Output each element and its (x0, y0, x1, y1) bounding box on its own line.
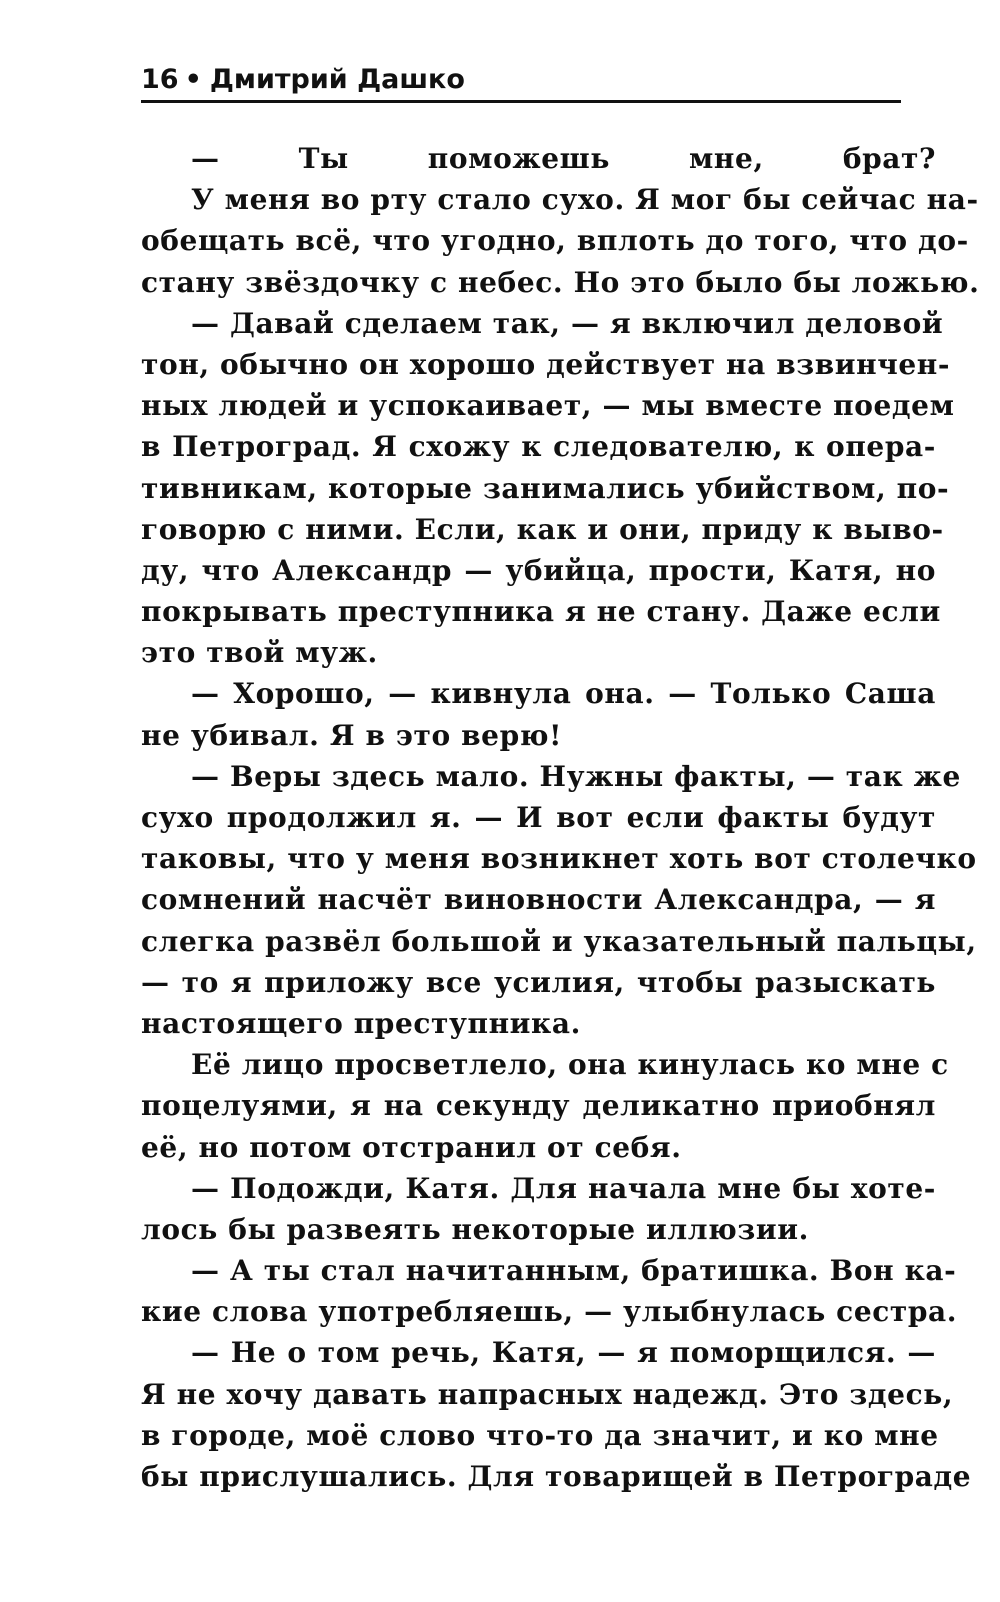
text-line: в Петроград. Я схожу к следователю, к опера- (141, 430, 936, 464)
text-line: тивникам, которые занимались убийством, по- (141, 471, 950, 505)
text-line: — А ты стал начитанным, братишка. Вон ка- (191, 1254, 957, 1288)
text-line: в городе, моё слово что-то да значит, и ко мне (141, 1418, 939, 1452)
text-line: — Давай сделаем так, — я включил деловой (191, 306, 944, 340)
text-line: обещать всё, что угодно, вплоть до того, что до- (141, 224, 969, 258)
text-line: ду, что Александр — убийца, прости, Катя, но (141, 553, 936, 587)
text-line: таковы, что у меня возникнет хоть вот столечко (141, 842, 977, 876)
text-line: слегка развёл большой и указательный пальцы, (141, 924, 977, 958)
header-rule (141, 100, 901, 103)
text-line: сухо продолжил я. — И вот если факты будут (141, 801, 936, 834)
text-line: — Хорошо, — кивнула она. — Только Саша (191, 677, 936, 711)
text-line: настоящего преступника. (141, 1006, 581, 1040)
text-line: тон, обычно он хорошо действует на взвинчен- (141, 347, 951, 381)
text-line: говорю с ними. Если, как и они, приду к выво- (141, 512, 944, 546)
text-line: ных людей и успокаивает, — мы вместе поедем (141, 389, 955, 423)
author-name: Дмитрий Дашко (209, 64, 465, 95)
text-line: сомнений насчёт виновности Александра, — я (141, 883, 936, 917)
text-line: лось бы развеять некоторые иллюзии. (141, 1212, 809, 1246)
running-head (141, 62, 881, 98)
text-line: У меня во рту стало сухо. Я мог бы сейчас на- (191, 183, 979, 217)
text-line: — то я приложу все усилия, чтобы разыскать (141, 965, 936, 999)
text-line: стану звёздочку с небес. Но это было бы ложью. (141, 265, 980, 299)
text-line: Я не хочу давать напрасных надежд. Это здесь, (141, 1377, 954, 1411)
page-number: 16 (141, 64, 179, 95)
text-line: — Ты поможешь мне, брат? (191, 142, 936, 175)
text-line: бы прислушались. Для товарищей в Петрограде (141, 1460, 972, 1493)
text-line: — Веры здесь мало. Нужны факты, — так же (191, 759, 961, 793)
text-line: покрывать преступника я не стану. Даже если (141, 595, 941, 629)
header-separator: • (184, 64, 202, 95)
text-line: поцелуями, я на секунду деликатно приобнял (141, 1089, 936, 1123)
body-text (141, 138, 980, 1497)
text-line: — Не о том речь, Катя, — я поморщился. — (191, 1336, 936, 1370)
text-line: Её лицо просветлело, она кинулась ко мне с (191, 1048, 949, 1082)
text-line: кие слова употребляешь, — улыбнулась сестра. (141, 1295, 958, 1329)
text-line: не убивал. Я в это верю! (141, 718, 562, 752)
text-line: её, но потом отстранил от себя. (141, 1130, 682, 1164)
text-line: это твой муж. (141, 636, 378, 670)
text-line: — Подожди, Катя. Для начала мне бы хоте- (191, 1171, 936, 1205)
